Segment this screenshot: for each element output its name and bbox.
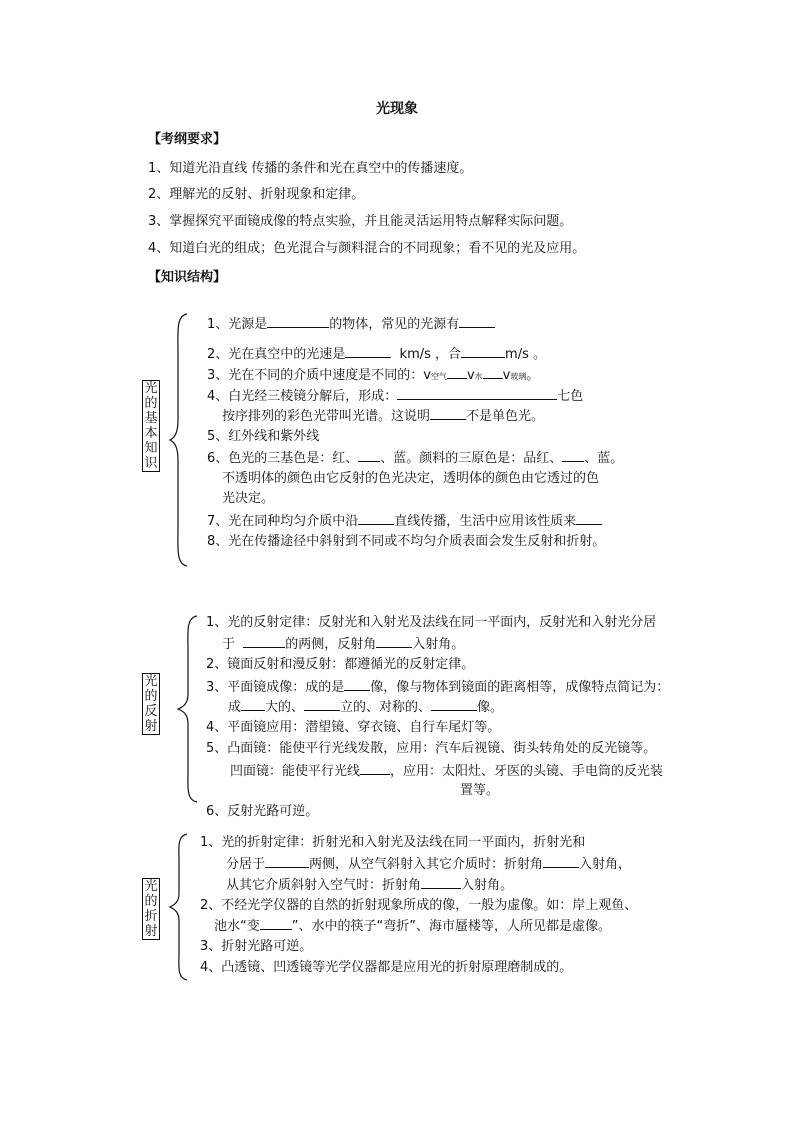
fill-blank[interactable] [447,366,467,379]
page-title: 光现象 [376,101,418,117]
fill-blank[interactable] [430,407,466,420]
knowledge-line-9: 光决定。 [222,491,275,506]
left-brace [168,312,190,568]
refraction-line-7: 4、凸透镜、凹透镜等光学仪器都是应用光的折射原理磨制成的。 [200,960,573,975]
knowledge-line-2: 2、光在真空中的光速是 km/s ，合 m/s 。 [207,347,546,362]
requirement-item: 3、掌握探究平面镜成像的特点实验，并且能灵活运用特点解释实际问题。 [148,214,573,229]
refraction-line-1: 1、光的折射定律：折射光和入射光及法线在同一平面内，折射光和 [200,835,586,850]
knowledge-line-8: 不透明体的颜色由它反射的色光决定，透明体的颜色由它透过的色 [222,471,600,486]
knowledge-line-5: 按序排列的彩色光带叫光谱。这说明 不是单色光。 [222,409,545,424]
fill-blank[interactable] [241,698,265,711]
knowledge-line-10: 7、光在同种均匀介质中沿 直线传播，生活中应用该性质来 [207,512,602,531]
knowledge-line-7: 6、色光的三基色是：红、 、蓝。颜料的三原色是：品红、 、蓝。 [207,451,624,466]
knowledge-line-11: 8、光在传播途径中斜射到不同或不均匀介质表面会发生反射和折射。 [207,534,606,549]
fill-blank[interactable] [431,698,477,711]
requirement-item: 1、知道光沿直线 传播的条件和光在真空中的传播速度。 [148,161,473,176]
reflection-line-5: 成 大的、 立的、对称的、 像。 [228,700,504,715]
fill-blank[interactable] [360,762,390,775]
reflection-line-3: 2、镜面反射和漫反射：都遵循光的反射定律。 [206,657,475,672]
requirement-item: 2、理解光的反射、折射现象和定律。 [148,187,365,202]
reflection-line-6: 4、平面镜应用：潜望镜、穿衣镜、自行车尾灯等。 [206,720,501,735]
fill-blank[interactable] [304,698,340,711]
fill-blank[interactable] [345,345,391,358]
fill-blank[interactable] [562,449,584,462]
reflection-line-7: 5、凸面镜：能使平行光线发散，应用：汽车后视镜、街头转角处的反光镜等。 [206,741,657,756]
reflection-line-9: 置等。 [460,783,500,798]
section-label-basic-knowledge: 光 的 基 本 知 识 [142,380,160,472]
refraction-line-3: 从其它介质斜射入空气时：折射角 入射角。 [226,878,514,893]
fill-blank[interactable] [267,315,329,328]
requirement-item: 4、知道白光的组成；色光混合与颜料混合的不同现象；看不见的光及应用。 [148,241,586,256]
refraction-line-5: 池水“变 ”、水中的筷子“弯折”、海市蜃楼等，人所见都是虚像。 [214,919,611,934]
fill-blank[interactable] [461,345,505,358]
refraction-line-2: 分居于 两侧，从空气斜射入其它介质时：折射角 入射角， [226,857,632,872]
knowledge-line-6: 5、红外线和紫外线 [207,429,320,444]
fill-blank[interactable] [421,876,461,889]
fill-blank[interactable] [243,635,285,648]
fill-blank[interactable] [358,512,394,525]
fill-blank[interactable] [344,678,370,691]
knowledge-line-4: 4、白光经三棱镜分解后，形成： 七色 [207,389,584,404]
structure-heading: 【知识结构】 [148,270,227,285]
fill-blank[interactable] [483,366,503,379]
requirements-heading: 【考纲要求】 [148,132,227,147]
reflection-line-1: 1、光的反射定律：反射光和入射光及法线在同一平面内，反射光和入射光分居 [206,615,657,630]
reflection-line-2: 于 的两侧，反射角 入射角。 [222,637,465,652]
section-label-reflection: 光 的 反 射 [142,673,160,735]
fill-blank[interactable] [543,855,579,868]
reflection-line-4: 3、平面镜成像：成的是 像，像与物体到镜面的距离相等，成像特点简记为： [206,680,670,695]
fill-blank[interactable] [397,387,557,400]
fill-blank[interactable] [260,917,292,930]
left-brace [168,832,190,982]
fill-blank[interactable] [576,512,602,525]
reflection-line-10: 6、反射光路可逆。 [206,804,319,819]
section-label-refraction: 光 的 折 射 [142,878,160,940]
fill-blank[interactable] [358,449,380,462]
fill-blank[interactable] [376,635,412,648]
fill-blank[interactable] [459,315,495,328]
reflection-line-8: 凹面镜：能使平行光线 ，应用：太阳灶、牙医的头镜、手电筒的反光装 [230,764,664,779]
fill-blank[interactable] [265,855,309,868]
knowledge-line-1: 1、光源是 的物体，常见的光源有 [207,315,495,334]
knowledge-line-3: 3、光在不同的介质中速度是不同的：v空气 v水 v玻璃。 [207,368,540,383]
refraction-line-4: 2、不经光学仪器的自然的折射现象所成的像，一般为虚像。如：岸上观鱼、 [200,898,638,913]
left-brace [176,614,200,804]
refraction-line-6: 3、折射光路可逆。 [200,939,313,954]
